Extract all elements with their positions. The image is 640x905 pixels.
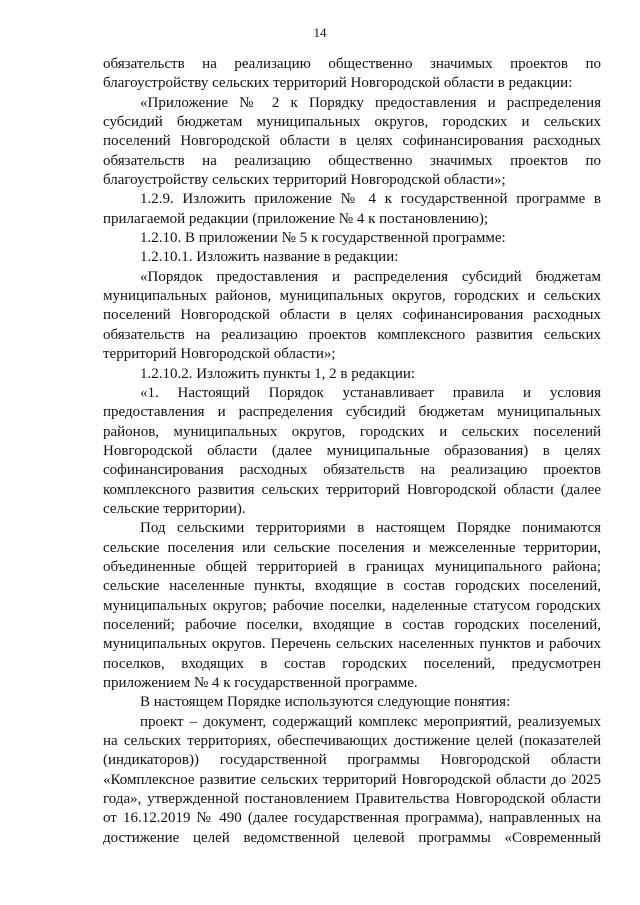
document-body: [103, 55, 601, 848]
paragraph-procedure-title: «Порядок предоставления и распределения субсидий бюджетам муниципальных районов, муниципальных округов, городских и сельских поселений Новгородской области в целях софинансирования расходных обязательств на реализацию проектов комплексного развития сельских территорий Новгородской области»;: [103, 268, 601, 363]
paragraph-item-1: «1. Настоящий Порядок устанавливает правила и условия предоставления и распределения субсидий бюджетам муниципальных районов, муниципальных округов, городских и сельских поселений Новгородской области (далее муниципальные образования) в целях софинансирования расходных обязательств на реализацию проектов комплексного развития сельских территорий Новгородской области (далее сельские территории).: [103, 384, 601, 517]
paragraph-1-2-10-2: 1.2.10.2. Изложить пункты 1, 2 в редакции:: [140, 365, 416, 382]
paragraph-definitions-intro: В настоящем Порядке используются следующие понятия:: [140, 694, 511, 711]
paragraph-1-2-9: 1.2.9. Изложить приложение № 4 к государственной программе в прилагаемой редакции (приложение № 4 к постановлению);: [103, 191, 601, 227]
paragraph-1-2-10-1: 1.2.10.1. Изложить название в редакции:: [140, 249, 399, 266]
paragraph-continuation: обязательств на реализацию общественно значимых проектов по благоустройству сельских территорий Новгородской области в редакции:: [103, 56, 601, 92]
paragraph-1-2-10: 1.2.10. В приложении № 5 к государственной программе:: [140, 230, 506, 247]
paragraph-rural-territories: Под сельскими территориями в настоящем Порядке понимаются сельские поселения или сельские поселения и межселенные территории, объединенные общей территорией в границах муниципального района; сельские населенные пункты, входящие в состав городских поселений, муниципальных округов; рабочие поселки, наделенные статусом городских поселений; рабочие поселки, входящие в состав городских поселений, муниципальных округов. Перечень сельских населенных пунктов и рабочих поселков, входящих в состав городских поселений, предусмотрен приложением № 4 к государственной программе.: [103, 520, 601, 691]
paragraph-project-definition: проект – документ, содержащий комплекс мероприятий, реализуемых на сельских территориях, обеспечивающих достижение целей (показателей (индикаторов)) государственной программы Новгородской области «Комплексное развитие сельских территорий Новгородской области до 2025 года», утвержденной постановлением Правительства Новгородской области от 16.12.2019 № 490 (далее государственная программа), направленных на достижение целей ведомственной целевой программы «Современный: [103, 713, 601, 846]
paragraph-appendix-2-title: «Приложение № 2 к Порядку предоставления и распределения субсидий бюджетам муниципальных округов, городских и сельских поселений Новгородской области в целях софинансирования расходных обязательств на реализацию общественно значимых проектов по благоустройству сельских территорий Новгородской области»;: [103, 94, 601, 189]
page-number: 14: [313, 25, 327, 40]
